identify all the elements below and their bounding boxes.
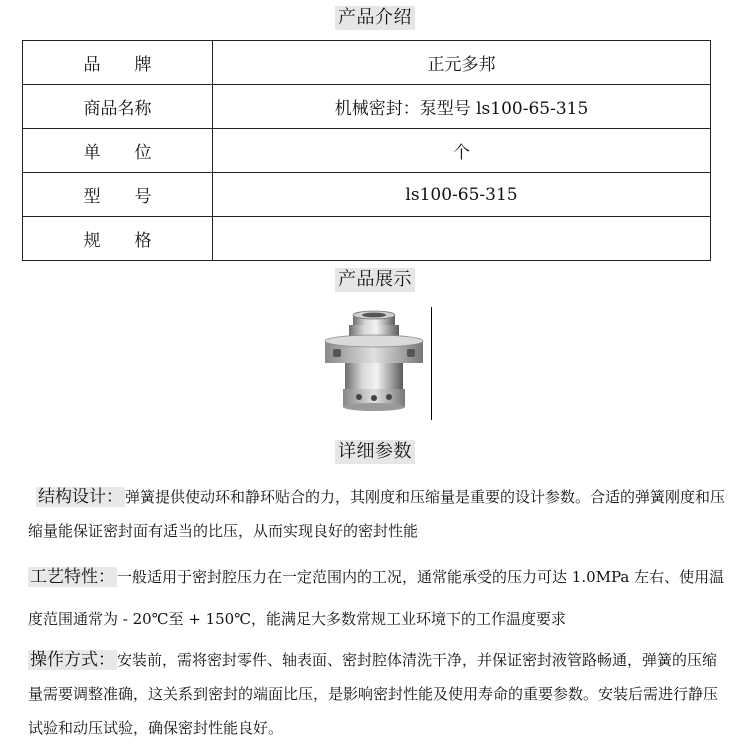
- row-label: 规 格: [23, 217, 213, 261]
- table-row: [23, 129, 711, 173]
- row-label: 品 牌: [23, 41, 213, 85]
- mechanical-seal-image: [319, 307, 431, 420]
- operation-text: 安装前，需将密封零件、轴表面、密封腔体清洗干净，并保证密封液管路畅通，弹簧的压缩量需要调整准确，这关系到密封的端面比压，是影响密封性能及使用寿命的重要参数。安装后需进行静压试验和动压试验，确保密封性能良好。: [28, 651, 719, 737]
- row-label: 型 号: [23, 173, 213, 217]
- structure-heading: 结构设计：: [38, 487, 123, 507]
- product-info-table: [22, 40, 711, 261]
- table-row: [23, 41, 711, 85]
- intro-title: 产品介绍: [335, 6, 415, 30]
- product-photo: [319, 307, 432, 420]
- table-row: [23, 85, 711, 129]
- process-text: 一般适用于密封腔压力在一定范围内的工况，通常能承受的压力可达 1.0MPa 左右、使用温度范围通常为 - 20℃至 + 150℃，能满足大多数常规工业环境下的工作温度要求: [28, 568, 725, 628]
- section-title-intro: [0, 6, 750, 30]
- row-value: 机械密封：泵型号 ls100-65-315: [213, 85, 711, 129]
- process-paragraph: [28, 556, 728, 640]
- structure-paragraph: [28, 480, 728, 548]
- row-value: ls100-65-315: [213, 173, 711, 217]
- row-value: 正元多邦: [213, 41, 711, 85]
- table-row: [23, 173, 711, 217]
- row-value: [213, 217, 711, 261]
- process-heading: 工艺特性：: [30, 567, 115, 587]
- row-value: 个: [213, 129, 711, 173]
- row-label: 单 位: [23, 129, 213, 173]
- operation-paragraph: [28, 643, 728, 745]
- details-title: 详细参数: [335, 440, 415, 464]
- table-row: [23, 217, 711, 261]
- structure-text: 弹簧提供使动环和静环贴合的力，其刚度和压缩量是重要的设计参数。合适的弹簧刚度和压缩量能保证密封面有适当的比压，从而实现良好的密封性能: [28, 488, 726, 540]
- display-title: 产品展示: [335, 268, 415, 292]
- operation-heading: 操作方式：: [30, 650, 115, 670]
- row-label: 商品名称: [23, 85, 213, 129]
- section-title-display: [0, 268, 750, 292]
- section-title-details: [0, 440, 750, 464]
